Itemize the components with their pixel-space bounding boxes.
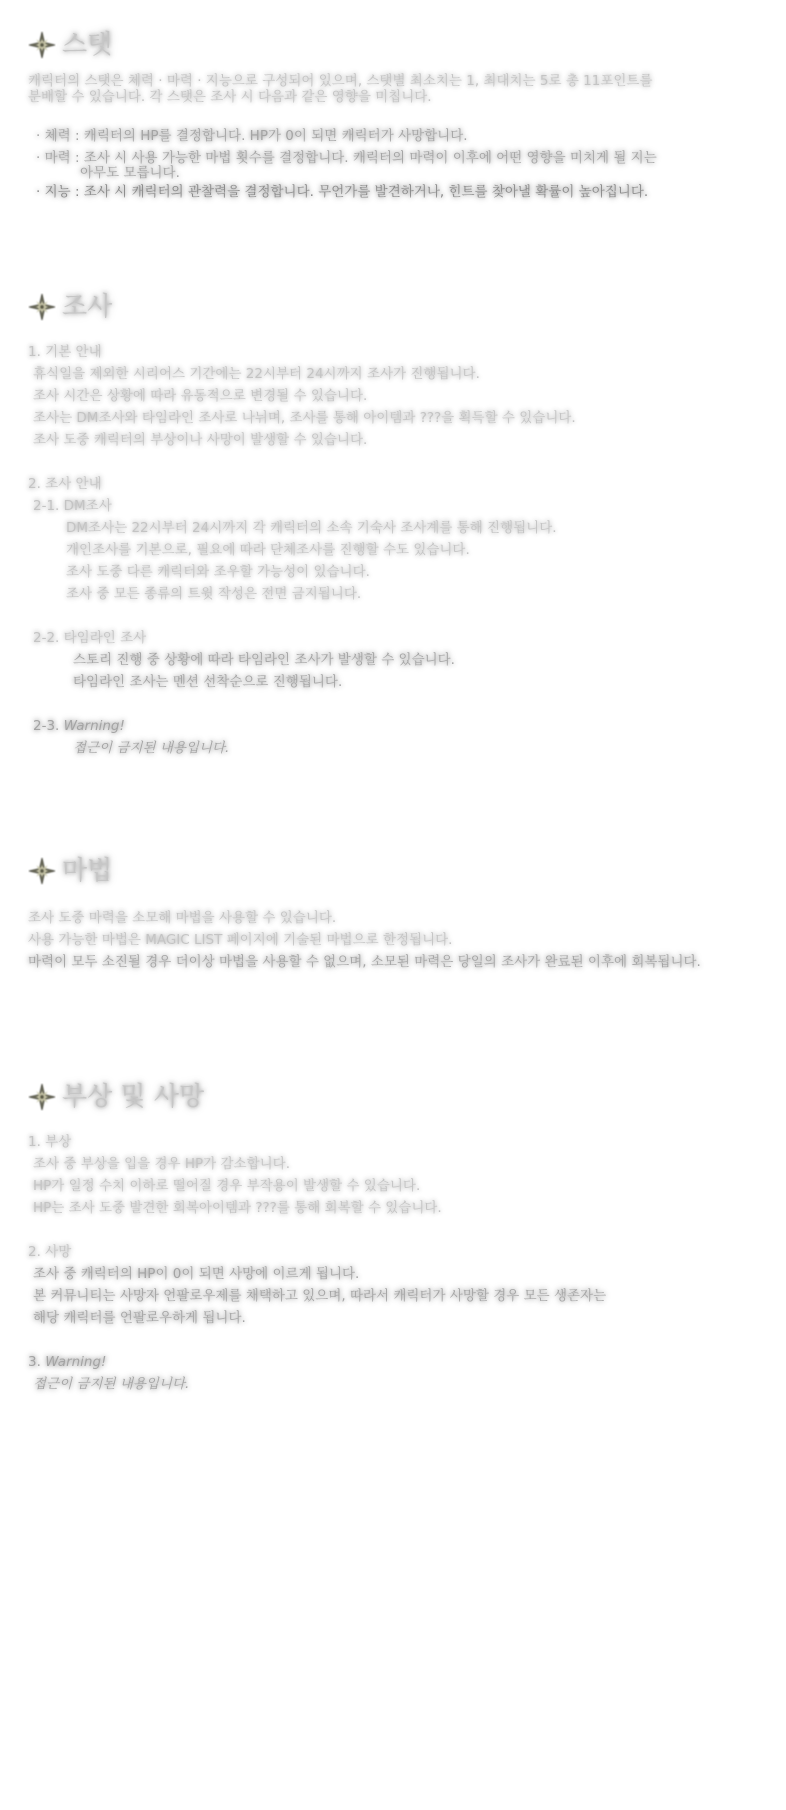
section-header-magic [28,856,112,886]
inv-warning-title: Warning! [63,718,125,734]
injury-warning-heading [28,1353,106,1371]
compass-star-icon [28,293,56,321]
stat-item-mp: · 마력 : 조사 시 사용 가능한 마법 횟수를 결정합니다. 캐릭터의 마력이 이후에 어떤 영향을 미치게 될 지는 [36,150,657,166]
stat-intro-line-1: 캐릭터의 스탯은 체력 · 마력 · 지능으로 구성되어 있으며, 스탯별 최소치는 1, 최대치는 5로 총 11포인트를 [28,73,653,89]
injury-line: HP가 일정 수치 이하로 떨어질 경우 부작용이 발생할 수 있습니다. [33,1178,421,1194]
injury-line: 조사 중 부상을 입을 경우 HP가 감소합니다. [33,1156,290,1172]
inv-dm-line: 조사 중 모든 종류의 트윗 작성은 전면 금지됩니다. [66,586,362,602]
inv-basic-line: 휴식일을 제외한 시리어스 기간에는 22시부터 24시까지 조사가 진행됩니다. [33,366,480,382]
inv-basic-line: 조사 시간은 상황에 따라 유동적으로 변경될 수 있습니다. [33,388,368,404]
inv-guide-heading: 2. 조사 안내 [28,476,102,492]
inv-basic-line: 조사는 DM조사와 타임라인 조사로 나뉘며, 조사를 통해 아이템과 ???을 획득할 수 있습니다. [33,410,576,426]
section-header-injury [28,1082,204,1112]
inv-dm-line: 개인조사를 기본으로, 필요에 따라 단체조사를 진행할 수도 있습니다. [66,542,470,558]
inv-tl-heading: 2-2. 타임라인 조사 [33,630,147,646]
death-heading: 2. 사망 [28,1244,72,1260]
compass-star-icon [28,31,56,59]
inv-tl-line: 타임라인 조사는 멘션 선착순으로 진행됩니다. [73,674,343,690]
injury-warning-title: Warning! [45,1354,107,1370]
inv-dm-line: DM조사는 22시부터 24시까지 각 캐릭터의 소속 기숙사 조사계를 통해 진행됩니다. [66,520,557,536]
inv-dm-line: 조사 도중 다른 캐릭터와 조우할 가능성이 있습니다. [66,564,370,580]
section-header-investigation [28,292,112,322]
stat-item-hp: · 체력 : 캐릭터의 HP를 결정합니다. HP가 0이 되면 캐릭터가 사망합니다. [36,128,468,144]
magic-line: 마력이 모두 소진될 경우 더이상 마법을 사용할 수 없으며, 소모된 마력은 당일의 조사가 완료된 이후에 회복됩니다. [28,954,701,970]
inv-warning-heading [33,717,125,735]
section-title: 스탯 [62,30,113,60]
injury-heading: 1. 부상 [28,1134,72,1150]
death-line: 조사 중 캐릭터의 HP이 0이 되면 사망에 이르게 됩니다. [33,1266,360,1282]
stat-item-int: · 지능 : 조사 시 캐릭터의 관찰력을 결정합니다. 무언가를 발견하거나, 힌트를 찾아낼 확률이 높아집니다. [36,184,649,200]
magic-line: 조사 도중 마력을 소모해 마법을 사용할 수 있습니다. [28,910,337,926]
inv-basic-heading: 1. 기본 안내 [28,344,102,360]
injury-warning-number: 3. [28,1354,41,1370]
section-header-stat [28,30,112,60]
stat-item-mp-cont: 아무도 모릅니다. [80,165,180,181]
inv-warning-line: 접근이 금지된 내용입니다. [73,740,230,756]
compass-star-icon [28,857,56,885]
compass-star-icon [28,1083,56,1111]
section-title: 마법 [62,856,113,886]
section-title: 부상 및 사망 [62,1082,205,1112]
death-line: 본 커뮤니티는 사망자 언팔로우제를 채택하고 있으며, 따라서 캐릭터가 사망할 경우 모든 생존자는 [33,1288,607,1304]
inv-tl-line: 스토리 진행 중 상황에 따라 타임라인 조사가 발생할 수 있습니다. [73,652,455,668]
death-line: 해당 캐릭터를 언팔로우하게 됩니다. [33,1310,246,1326]
section-title: 조사 [62,292,113,322]
injury-warning-line: 접근이 금지된 내용입니다. [33,1376,190,1392]
inv-basic-line: 조사 도중 캐릭터의 부상이나 사망이 발생할 수 있습니다. [33,432,368,448]
inv-warning-number: 2-3. [33,718,60,734]
stat-intro-line-2: 분배할 수 있습니다. 각 스탯은 조사 시 다음과 같은 영향을 미칩니다. [28,89,432,105]
inv-dm-heading: 2-1. DM조사 [33,498,112,514]
injury-line: HP는 조사 도중 발견한 회복아이템과 ???를 통해 회복할 수 있습니다. [33,1200,442,1216]
magic-line: 사용 가능한 마법은 MAGIC LIST 페이지에 기술된 마법으로 한정됩니다. [28,932,453,948]
